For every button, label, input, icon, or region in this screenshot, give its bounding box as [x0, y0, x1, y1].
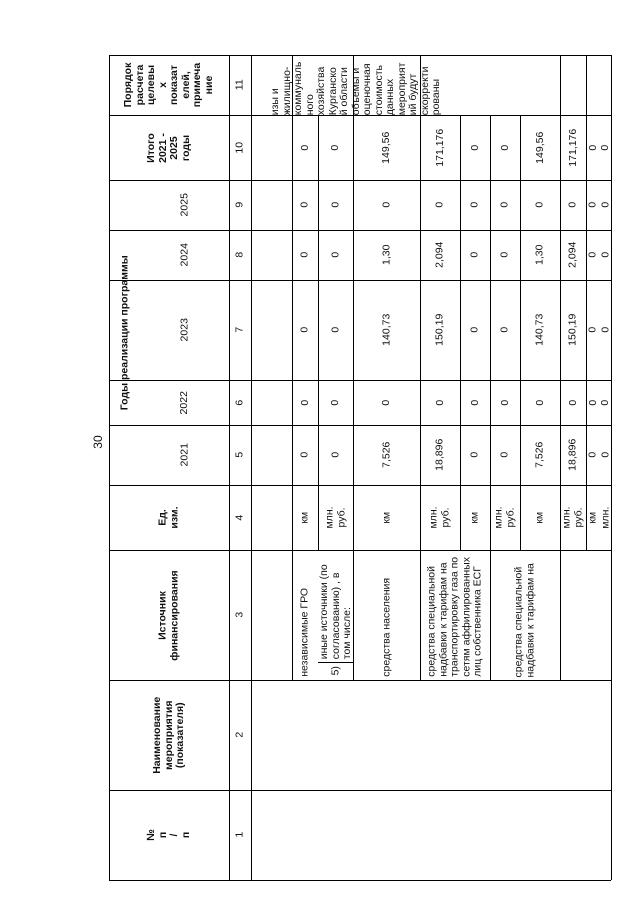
row-2-unit-cell — [353, 485, 420, 550]
header-year-2021-cell — [140, 425, 229, 485]
v-rule — [560, 55, 561, 115]
header-unit: Ед. изм. — [156, 506, 180, 529]
row-1-value-3: 0 — [328, 252, 341, 258]
row-1-unit: млн. руб. — [323, 506, 347, 529]
row-8-value-4: 0 — [586, 202, 599, 208]
col-number-10: 10 — [233, 141, 246, 154]
header-year-2022: 2022 — [177, 390, 190, 415]
row-3-value-0-cell — [420, 425, 460, 485]
col-number-7: 7 — [233, 327, 246, 333]
row-9-value-1: 0 — [598, 399, 611, 406]
header-year-2023: 2023 — [177, 318, 190, 342]
order-note-cell — [268, 55, 442, 115]
source-independent-gro: независимые ГРО — [298, 588, 311, 677]
row-2-value-5: 149,56 — [379, 131, 392, 164]
row-9-value-3-cell — [600, 230, 611, 280]
row-1-value-0: 0 — [328, 452, 341, 458]
row-6-unit-cell — [520, 485, 560, 550]
header-unit-cell — [109, 485, 229, 550]
col-number-5: 5 — [233, 452, 246, 458]
row-0-value-1: 0 — [298, 399, 311, 406]
col-number-9-cell — [229, 180, 251, 230]
col-number-4-cell — [229, 485, 251, 550]
row-5-value-1-cell — [490, 380, 520, 425]
row-7-value-0: 18,896 — [566, 438, 579, 472]
row-0-value-1-cell — [292, 380, 318, 425]
row-4-unit-cell — [460, 485, 490, 550]
header-order: Порядок расчета целевы х показат елей, примеча ние — [122, 62, 215, 108]
col-number-11-cell — [229, 55, 251, 115]
header-year-2024: 2024 — [177, 243, 190, 267]
row-6-value-1-cell — [520, 380, 560, 425]
v-rule — [251, 55, 252, 880]
row-1-value-0-cell — [318, 425, 353, 485]
col-number-7-cell — [229, 280, 251, 380]
header-year-2024-cell — [140, 230, 229, 280]
row-8-value-3-cell — [586, 230, 600, 280]
row-7-value-4: 0 — [566, 202, 579, 208]
row-8-unit-cell — [586, 485, 600, 550]
row-9-value-4-cell — [600, 180, 611, 230]
row-2-value-4-cell — [353, 180, 420, 230]
header-years-group: Годы реализации программы — [117, 255, 130, 410]
row-2-value-4: 0 — [379, 202, 392, 208]
row-5-unit: млн. руб. — [492, 506, 516, 529]
row-6-value-4-cell — [520, 180, 560, 230]
row-3-value-3-cell — [420, 230, 460, 280]
header-total-cell — [109, 115, 229, 180]
row-2-unit: км — [379, 511, 392, 524]
row-3-value-0: 18,896 — [433, 438, 446, 472]
header-num: № п / п — [145, 829, 192, 841]
row-8-unit: км — [586, 511, 599, 524]
row-0-value-5-cell — [292, 115, 318, 180]
row-7-value-5-cell — [560, 115, 586, 180]
row-7-value-0-cell — [560, 425, 586, 485]
row-3-value-5-cell — [420, 115, 460, 180]
row-7-unit: млн. руб. — [560, 506, 584, 529]
source-index-cell — [318, 662, 353, 680]
row-0-value-3: 0 — [298, 252, 311, 258]
row-3-value-1-cell — [420, 380, 460, 425]
row-1-value-1-cell — [318, 380, 353, 425]
header-year-2021: 2021 — [177, 443, 190, 467]
row-8-value-5: 0 — [586, 144, 599, 151]
row-0-value-0: 0 — [298, 452, 311, 458]
h-rule — [109, 880, 611, 881]
col-number-4: 4 — [233, 514, 246, 521]
row-1-value-2-cell — [318, 280, 353, 380]
row-4-value-4: 0 — [468, 202, 481, 208]
row-7-value-5: 171,176 — [566, 128, 579, 167]
row-6-value-2: 140,73 — [533, 313, 546, 347]
row-1-value-4: 0 — [328, 202, 341, 208]
row-7-value-2-cell — [560, 280, 586, 380]
col-number-8-cell — [229, 230, 251, 280]
row-5-value-5: 0 — [498, 144, 511, 151]
row-3-value-1: 0 — [433, 399, 446, 406]
row-5-value-0-cell — [490, 425, 520, 485]
source-independent-gro-cell — [292, 550, 318, 680]
header-years-group-cell — [109, 180, 140, 485]
row-6-value-4: 0 — [533, 202, 546, 208]
row-7-unit-cell — [560, 485, 586, 550]
row-5-value-3: 0 — [498, 252, 511, 258]
row-1-value-5: 0 — [328, 144, 341, 151]
row-0-value-5: 0 — [298, 144, 311, 151]
row-4-unit: км — [468, 511, 481, 524]
header-name-cell — [109, 680, 229, 790]
row-4-value-5: 0 — [468, 144, 481, 151]
col-number-1: 1 — [233, 832, 246, 838]
header-num-cell — [109, 790, 229, 880]
row-1-value-1: 0 — [328, 399, 341, 406]
row-0-value-2-cell — [292, 280, 318, 380]
row-8-value-1: 0 — [586, 399, 599, 406]
row-3-value-4-cell — [420, 180, 460, 230]
col-number-1-cell — [229, 790, 251, 880]
row-9-value-2-cell — [600, 280, 611, 380]
col-number-3: 3 — [233, 612, 246, 618]
row-0-value-2: 0 — [298, 327, 311, 333]
row-6-unit: км — [533, 511, 546, 524]
source-population-cell — [353, 550, 420, 680]
source-special-surcharge: средства специальной надбавки к тарифам на — [512, 562, 536, 677]
row-1-value-3-cell — [318, 230, 353, 280]
row-2-value-1-cell — [353, 380, 420, 425]
col-number-8: 8 — [233, 252, 246, 258]
col-number-3-cell — [229, 550, 251, 680]
row-3-value-2-cell — [420, 280, 460, 380]
col-number-6-cell — [229, 380, 251, 425]
row-3-value-5: 171,176 — [433, 128, 446, 167]
row-8-value-3: 0 — [586, 252, 599, 258]
row-2-value-1: 0 — [379, 399, 392, 406]
row-9-value-1-cell — [600, 380, 611, 425]
row-5-value-2: 0 — [498, 327, 511, 333]
row-6-value-5: 149,56 — [533, 131, 546, 164]
header-order-cell — [109, 55, 229, 115]
row-3-unit: млн. руб. — [427, 506, 451, 529]
row-0-unit-cell — [292, 485, 318, 550]
header-year-2025-cell — [140, 180, 229, 230]
col-number-6: 6 — [233, 399, 246, 406]
row-0-value-0-cell — [292, 425, 318, 485]
row-6-value-0: 7,526 — [533, 441, 546, 469]
row-6-value-2-cell — [520, 280, 560, 380]
row-4-value-3: 0 — [468, 252, 481, 258]
row-3-value-3: 2,094 — [433, 241, 446, 269]
row-4-value-5-cell — [460, 115, 490, 180]
row-3-value-4: 0 — [433, 202, 446, 208]
row-7-value-3-cell — [560, 230, 586, 280]
source-special-surcharge-affiliated: средства специальной надбавки к тарифам на транспортировку газа по сетям аффилированных лиц собственника ЕСГ — [425, 557, 484, 677]
source-special-surcharge-affiliated-cell — [420, 550, 490, 680]
row-9-value-4: 0 — [598, 202, 611, 208]
source-other: иные источники (по согласованию) , в том числе: — [317, 564, 353, 659]
row-4-value-1-cell — [460, 380, 490, 425]
row-5-value-4-cell — [490, 180, 520, 230]
row-4-value-3-cell — [460, 230, 490, 280]
row-6-value-3: 1,30 — [533, 244, 546, 266]
source-index: 5) — [328, 666, 341, 676]
row-4-value-2-cell — [460, 280, 490, 380]
row-4-value-2: 0 — [468, 327, 481, 333]
row-2-value-0: 7,526 — [379, 441, 392, 469]
row-6-value-0-cell — [520, 425, 560, 485]
funding-table — [109, 55, 611, 880]
row-8-value-0-cell — [586, 425, 600, 485]
row-5-value-3-cell — [490, 230, 520, 280]
row-8-value-2-cell — [586, 280, 600, 380]
row-4-value-0: 0 — [468, 452, 481, 458]
row-2-value-2: 140,73 — [379, 313, 392, 347]
row-7-value-2: 150,19 — [566, 313, 579, 347]
row-9-unit-cell — [600, 485, 611, 550]
header-total: Итого 2021 - 2025 годы — [145, 132, 192, 163]
row-7-value-3: 2,094 — [566, 241, 579, 269]
row-5-value-2-cell — [490, 280, 520, 380]
row-8-value-4-cell — [586, 180, 600, 230]
v-rule — [560, 550, 561, 680]
col-number-5-cell — [229, 425, 251, 485]
row-5-value-0: 0 — [498, 452, 511, 458]
row-5-value-1: 0 — [498, 399, 511, 406]
header-source-cell — [109, 550, 229, 680]
row-2-value-5-cell — [353, 115, 420, 180]
col-number-2: 2 — [233, 732, 246, 738]
col-number-9: 9 — [233, 202, 246, 208]
row-9-value-5: 0 — [598, 144, 611, 151]
row-0-value-4: 0 — [298, 202, 311, 208]
col-number-10-cell — [229, 115, 251, 180]
row-9-unit: млн. — [598, 506, 611, 529]
order-note: изы и жилищно- коммуналь ного хозяйства Курганско й области объемы и оценочная стоимость данных мероприят ий будут скорректи рованы — [268, 61, 442, 115]
row-6-value-5-cell — [520, 115, 560, 180]
row-3-unit-cell — [420, 485, 460, 550]
page-number: 30 — [91, 435, 105, 449]
row-9-value-0: 0 — [598, 452, 611, 458]
row-5-value-4: 0 — [498, 202, 511, 208]
row-0-value-4-cell — [292, 180, 318, 230]
row-8-value-0: 0 — [586, 452, 599, 458]
row-2-value-2-cell — [353, 280, 420, 380]
col-number-11: 11 — [233, 79, 246, 91]
header-source: Источник финансирования — [156, 569, 180, 661]
row-1-value-2: 0 — [328, 327, 341, 333]
header-year-2023-cell — [140, 280, 229, 380]
row-1-value-4-cell — [318, 180, 353, 230]
header-year-2025: 2025 — [177, 193, 190, 217]
row-5-unit-cell — [490, 485, 520, 550]
row-4-value-4-cell — [460, 180, 490, 230]
row-0-unit: км — [298, 511, 311, 524]
row-7-value-1-cell — [560, 380, 586, 425]
source-special-surcharge-cell — [490, 550, 560, 680]
col-number-2-cell — [229, 680, 251, 790]
header-name: Наименование мероприятия (показателя) — [150, 696, 186, 774]
row-4-value-1: 0 — [468, 399, 481, 406]
row-4-value-0-cell — [460, 425, 490, 485]
row-5-value-5-cell — [490, 115, 520, 180]
row-6-value-1: 0 — [533, 399, 546, 406]
row-9-value-2: 0 — [598, 327, 611, 333]
row-0-value-3-cell — [292, 230, 318, 280]
row-6-value-3-cell — [520, 230, 560, 280]
source-other-cell — [318, 550, 353, 662]
row-9-value-5-cell — [600, 115, 611, 180]
row-9-value-0-cell — [600, 425, 611, 485]
row-2-value-0-cell — [353, 425, 420, 485]
row-9-value-3: 0 — [598, 252, 611, 258]
row-3-value-2: 150,19 — [433, 313, 446, 347]
row-2-value-3-cell — [353, 230, 420, 280]
row-1-value-5-cell — [318, 115, 353, 180]
row-2-value-3: 1,30 — [379, 244, 392, 266]
row-7-value-4-cell — [560, 180, 586, 230]
header-year-2022-cell — [140, 380, 229, 425]
row-7-value-1: 0 — [566, 399, 579, 406]
source-population: средства населения — [379, 578, 392, 677]
row-1-unit-cell — [318, 485, 353, 550]
row-8-value-2: 0 — [586, 327, 599, 333]
